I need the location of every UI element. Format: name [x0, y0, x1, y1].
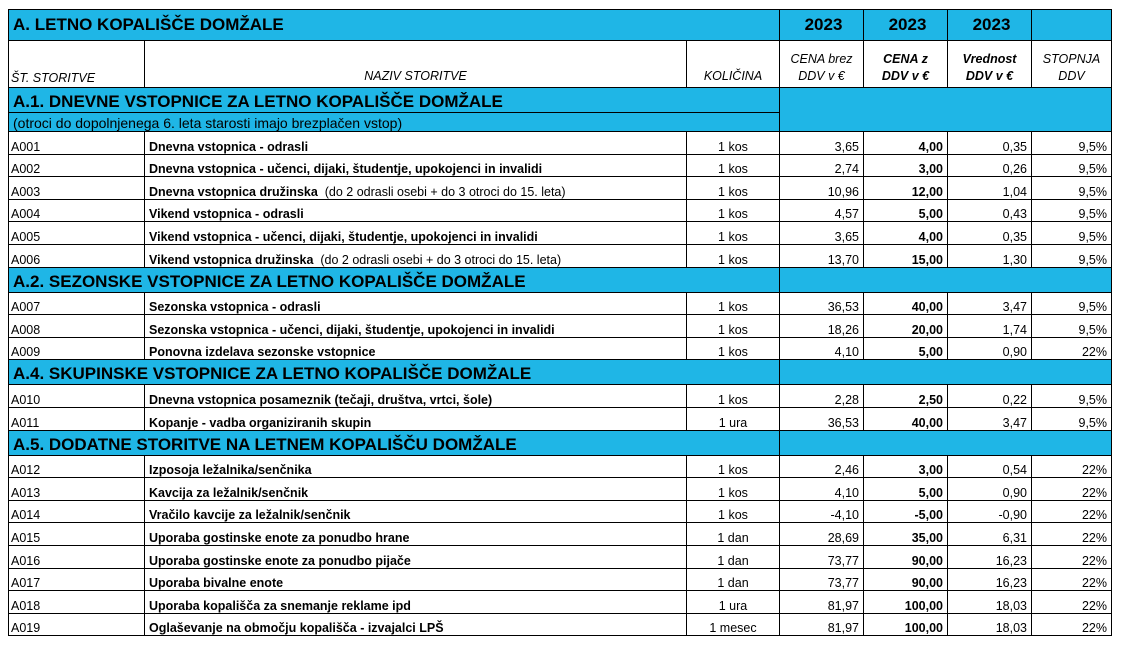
- section-title: A.2. SEZONSKE VSTOPNICE ZA LETNO KOPALIŠČE DOMŽALE: [9, 267, 780, 292]
- service-name-text: Dnevna vstopnica - učenci, dijaki, študentje, upokojenci in invalidi: [149, 162, 543, 177]
- service-quantity: 1 kos: [687, 244, 780, 267]
- vat-rate: 9,5%: [1032, 315, 1112, 338]
- vat-rate: 22%: [1032, 478, 1112, 501]
- service-name: [145, 177, 687, 200]
- header-price-vat: [864, 41, 948, 88]
- header-vat-rate-line1: STOPNJA: [1042, 52, 1101, 66]
- service-quantity: 1 ura: [687, 591, 780, 614]
- service-quantity: 1 kos: [687, 177, 780, 200]
- vat-rate: 9,5%: [1032, 385, 1112, 408]
- table-row: [9, 407, 1112, 430]
- title-row: [9, 10, 1112, 41]
- service-quantity: 1 dan: [687, 545, 780, 568]
- service-name-text: Ponovna izdelava sezonske vstopnice: [149, 345, 376, 360]
- table-row: [9, 337, 1112, 360]
- vat-rate: 22%: [1032, 568, 1112, 591]
- price-list-sheet: [8, 9, 1112, 636]
- service-code: A016: [9, 545, 145, 568]
- header-price-vat-line1: CENA z: [883, 52, 928, 66]
- price-with-vat: -5,00: [864, 500, 948, 523]
- service-code: A015: [9, 523, 145, 546]
- service-quantity: 1 dan: [687, 523, 780, 546]
- year-empty-cell: [1032, 10, 1112, 41]
- service-code: A012: [9, 455, 145, 478]
- service-name: [145, 500, 687, 523]
- price-with-vat: 4,00: [864, 222, 948, 245]
- service-code: A017: [9, 568, 145, 591]
- service-name-text: Kavcija za ležalnik/senčnik: [149, 485, 309, 500]
- table-row: [9, 591, 1112, 614]
- vat-value: 1,74: [948, 315, 1032, 338]
- vat-value: 16,23: [948, 545, 1032, 568]
- service-name-text: Sezonska vstopnica - učenci, dijaki, študentje, upokojenci in invalidi: [149, 322, 555, 337]
- service-quantity: 1 mesec: [687, 613, 780, 636]
- price-with-vat: 90,00: [864, 545, 948, 568]
- price-with-vat: 90,00: [864, 568, 948, 591]
- price-with-vat: 3,00: [864, 154, 948, 177]
- vat-value: 1,30: [948, 244, 1032, 267]
- service-code: A003: [9, 177, 145, 200]
- vat-value: 1,04: [948, 177, 1032, 200]
- price-without-vat: 13,70: [780, 244, 864, 267]
- table-row: [9, 132, 1112, 155]
- price-with-vat: 5,00: [864, 478, 948, 501]
- vat-rate: 9,5%: [1032, 222, 1112, 245]
- service-quantity: 1 kos: [687, 455, 780, 478]
- price-without-vat: 3,65: [780, 132, 864, 155]
- service-name: [145, 315, 687, 338]
- service-code: A002: [9, 154, 145, 177]
- service-name: [145, 337, 687, 360]
- vat-rate: 22%: [1032, 337, 1112, 360]
- price-with-vat: 3,00: [864, 455, 948, 478]
- price-table: [8, 9, 1112, 636]
- vat-value: 0,26: [948, 154, 1032, 177]
- table-row: [9, 292, 1112, 315]
- service-code: A013: [9, 478, 145, 501]
- vat-rate: 22%: [1032, 523, 1112, 546]
- service-code: A019: [9, 613, 145, 636]
- vat-value: 3,47: [948, 292, 1032, 315]
- section-header-row: [9, 88, 1112, 113]
- table-row: [9, 613, 1112, 636]
- price-without-vat: 4,10: [780, 337, 864, 360]
- service-name-text: Izposoja ležalnika/senčnika: [149, 463, 312, 478]
- vat-value: -0,90: [948, 500, 1032, 523]
- price-without-vat: 4,57: [780, 199, 864, 222]
- service-quantity: 1 kos: [687, 315, 780, 338]
- price-with-vat: 100,00: [864, 591, 948, 614]
- section-title: A.1. DNEVNE VSTOPNICE ZA LETNO KOPALIŠČE DOMŽALE: [9, 88, 780, 113]
- table-row: [9, 385, 1112, 408]
- price-without-vat: 81,97: [780, 613, 864, 636]
- service-code: A018: [9, 591, 145, 614]
- price-without-vat: 2,28: [780, 385, 864, 408]
- service-quantity: 1 kos: [687, 154, 780, 177]
- header-vat-rate: [1032, 41, 1112, 88]
- service-name: [145, 613, 687, 636]
- vat-value: 0,54: [948, 455, 1032, 478]
- vat-rate: 9,5%: [1032, 407, 1112, 430]
- header-code: ŠT. STORITVE: [9, 41, 145, 88]
- service-name: [145, 385, 687, 408]
- service-name-text: Uporaba gostinske enote za ponudbo pijače: [149, 553, 411, 568]
- vat-value: 18,03: [948, 591, 1032, 614]
- price-without-vat: 2,46: [780, 455, 864, 478]
- vat-value: 0,90: [948, 337, 1032, 360]
- section-header-fill: [780, 88, 1112, 132]
- price-with-vat: 100,00: [864, 613, 948, 636]
- price-without-vat: 73,77: [780, 568, 864, 591]
- table-row: [9, 568, 1112, 591]
- price-with-vat: 40,00: [864, 407, 948, 430]
- section-header-row: [9, 360, 1112, 385]
- service-name-text: Kopanje - vadba organiziranih skupin: [149, 415, 372, 430]
- vat-rate: 22%: [1032, 591, 1112, 614]
- table-row: [9, 244, 1112, 267]
- price-with-vat: 4,00: [864, 132, 948, 155]
- price-without-vat: 81,97: [780, 591, 864, 614]
- page-title: A. LETNO KOPALIŠČE DOMŽALE: [9, 10, 780, 41]
- vat-value: 0,90: [948, 478, 1032, 501]
- service-name: [145, 591, 687, 614]
- price-without-vat: 28,69: [780, 523, 864, 546]
- vat-value: 16,23: [948, 568, 1032, 591]
- price-without-vat: 36,53: [780, 292, 864, 315]
- service-name-text: Dnevna vstopnica družinska: [149, 184, 318, 199]
- price-without-vat: 2,74: [780, 154, 864, 177]
- service-name: [145, 478, 687, 501]
- service-name: [145, 407, 687, 430]
- vat-value: 0,22: [948, 385, 1032, 408]
- service-name-text: Uporaba kopališča za snemanje reklame ipd: [149, 598, 411, 613]
- table-row: [9, 222, 1112, 245]
- service-code: A001: [9, 132, 145, 155]
- year-3: 2023: [948, 10, 1032, 41]
- table-row: [9, 199, 1112, 222]
- table-row: [9, 500, 1112, 523]
- vat-value: 0,35: [948, 132, 1032, 155]
- header-name: NAZIV STORITVE: [145, 41, 687, 88]
- vat-rate: 9,5%: [1032, 292, 1112, 315]
- service-name-text: Dnevna vstopnica posameznik (tečaji, društva, vrtci, šole): [149, 392, 493, 407]
- service-quantity: 1 kos: [687, 199, 780, 222]
- service-name-text: Vikend vstopnica družinska: [149, 252, 314, 267]
- price-with-vat: 5,00: [864, 337, 948, 360]
- price-without-vat: 10,96: [780, 177, 864, 200]
- service-code: A004: [9, 199, 145, 222]
- vat-value: 3,47: [948, 407, 1032, 430]
- vat-rate: 22%: [1032, 545, 1112, 568]
- table-row: [9, 545, 1112, 568]
- price-with-vat: 12,00: [864, 177, 948, 200]
- price-without-vat: 36,53: [780, 407, 864, 430]
- section-header-fill: [780, 430, 1112, 455]
- service-code: A005: [9, 222, 145, 245]
- vat-value: 0,43: [948, 199, 1032, 222]
- section-subtitle: (otroci do dopolnjenega 6. leta starosti imajo brezplačen vstop): [9, 113, 780, 132]
- service-name-text: Uporaba gostinske enote za ponudbo hrane: [149, 530, 410, 545]
- header-price-vat-line2: DDV v €: [881, 69, 930, 83]
- service-name-note: (do 2 odrasli osebi + do 3 otroci do 15. leta): [313, 252, 562, 267]
- vat-rate: 9,5%: [1032, 177, 1112, 200]
- year-2: 2023: [864, 10, 948, 41]
- service-name-text: Dnevna vstopnica - odrasli: [149, 139, 309, 154]
- service-name-text: Oglaševanje na območju kopališča - izvajalci LPŠ: [149, 621, 444, 636]
- vat-rate: 22%: [1032, 613, 1112, 636]
- table-row: [9, 455, 1112, 478]
- table-row: [9, 478, 1112, 501]
- service-name-note: (do 2 odrasli osebi + do 3 otroci do 15. leta): [317, 184, 566, 199]
- table-row: [9, 177, 1112, 200]
- service-name: [145, 154, 687, 177]
- vat-value: 6,31: [948, 523, 1032, 546]
- service-quantity: 1 kos: [687, 478, 780, 501]
- price-with-vat: 40,00: [864, 292, 948, 315]
- header-price-no-vat-line1: CENA brez: [790, 52, 853, 66]
- vat-rate: 22%: [1032, 455, 1112, 478]
- price-with-vat: 5,00: [864, 199, 948, 222]
- table-row: [9, 154, 1112, 177]
- section-title: A.5. DODATNE STORITVE NA LETNEM KOPALIŠČU DOMŽALE: [9, 430, 780, 455]
- section-header-row: [9, 267, 1112, 292]
- service-code: A010: [9, 385, 145, 408]
- service-code: A007: [9, 292, 145, 315]
- section-title: A.4. SKUPINSKE VSTOPNICE ZA LETNO KOPALIŠČE DOMŽALE: [9, 360, 780, 385]
- vat-value: 18,03: [948, 613, 1032, 636]
- service-name-text: Vikend vstopnica - odrasli: [149, 207, 304, 222]
- header-qty: KOLIČINA: [687, 41, 780, 88]
- year-1: 2023: [780, 10, 864, 41]
- service-quantity: 1 kos: [687, 500, 780, 523]
- header-vat-value-line2: DDV v €: [965, 69, 1014, 83]
- service-quantity: 1 kos: [687, 222, 780, 245]
- service-quantity: 1 kos: [687, 132, 780, 155]
- service-name-text: Sezonska vstopnica - odrasli: [149, 300, 321, 315]
- price-without-vat: -4,10: [780, 500, 864, 523]
- table-row: [9, 315, 1112, 338]
- header-vat-rate-line2: DDV: [1058, 69, 1085, 83]
- service-quantity: 1 kos: [687, 292, 780, 315]
- service-code: A006: [9, 244, 145, 267]
- section-header-row: [9, 430, 1112, 455]
- service-name: [145, 455, 687, 478]
- service-name: [145, 244, 687, 267]
- price-with-vat: 2,50: [864, 385, 948, 408]
- service-code: A009: [9, 337, 145, 360]
- service-name-text: Uporaba bivalne enote: [149, 576, 284, 591]
- service-name-text: Vikend vstopnica - učenci, dijaki, študentje, upokojenci in invalidi: [149, 229, 538, 244]
- header-vat-value: [948, 41, 1032, 88]
- vat-rate: 9,5%: [1032, 132, 1112, 155]
- header-vat-value-line1: Vrednost: [962, 52, 1017, 66]
- service-name: [145, 292, 687, 315]
- section-header-fill: [780, 360, 1112, 385]
- service-name: [145, 199, 687, 222]
- service-quantity: 1 kos: [687, 385, 780, 408]
- price-without-vat: 3,65: [780, 222, 864, 245]
- price-with-vat: 20,00: [864, 315, 948, 338]
- price-without-vat: 73,77: [780, 545, 864, 568]
- vat-rate: 22%: [1032, 500, 1112, 523]
- service-code: A011: [9, 407, 145, 430]
- table-row: [9, 523, 1112, 546]
- service-name: [145, 545, 687, 568]
- price-with-vat: 15,00: [864, 244, 948, 267]
- vat-rate: 9,5%: [1032, 244, 1112, 267]
- header-price-no-vat: [780, 41, 864, 88]
- price-without-vat: 18,26: [780, 315, 864, 338]
- service-name-text: Vračilo kavcije za ležalnik/senčnik: [149, 508, 351, 523]
- vat-rate: 9,5%: [1032, 199, 1112, 222]
- price-with-vat: 35,00: [864, 523, 948, 546]
- service-name: [145, 222, 687, 245]
- service-name: [145, 132, 687, 155]
- header-price-no-vat-line2: DDV v €: [798, 69, 845, 83]
- vat-rate: 9,5%: [1032, 154, 1112, 177]
- service-name: [145, 523, 687, 546]
- price-without-vat: 4,10: [780, 478, 864, 501]
- service-quantity: 1 dan: [687, 568, 780, 591]
- service-quantity: 1 ura: [687, 407, 780, 430]
- header-row: [9, 41, 1112, 88]
- service-code: A008: [9, 315, 145, 338]
- vat-value: 0,35: [948, 222, 1032, 245]
- section-header-fill: [780, 267, 1112, 292]
- service-code: A014: [9, 500, 145, 523]
- service-quantity: 1 kos: [687, 337, 780, 360]
- service-name: [145, 568, 687, 591]
